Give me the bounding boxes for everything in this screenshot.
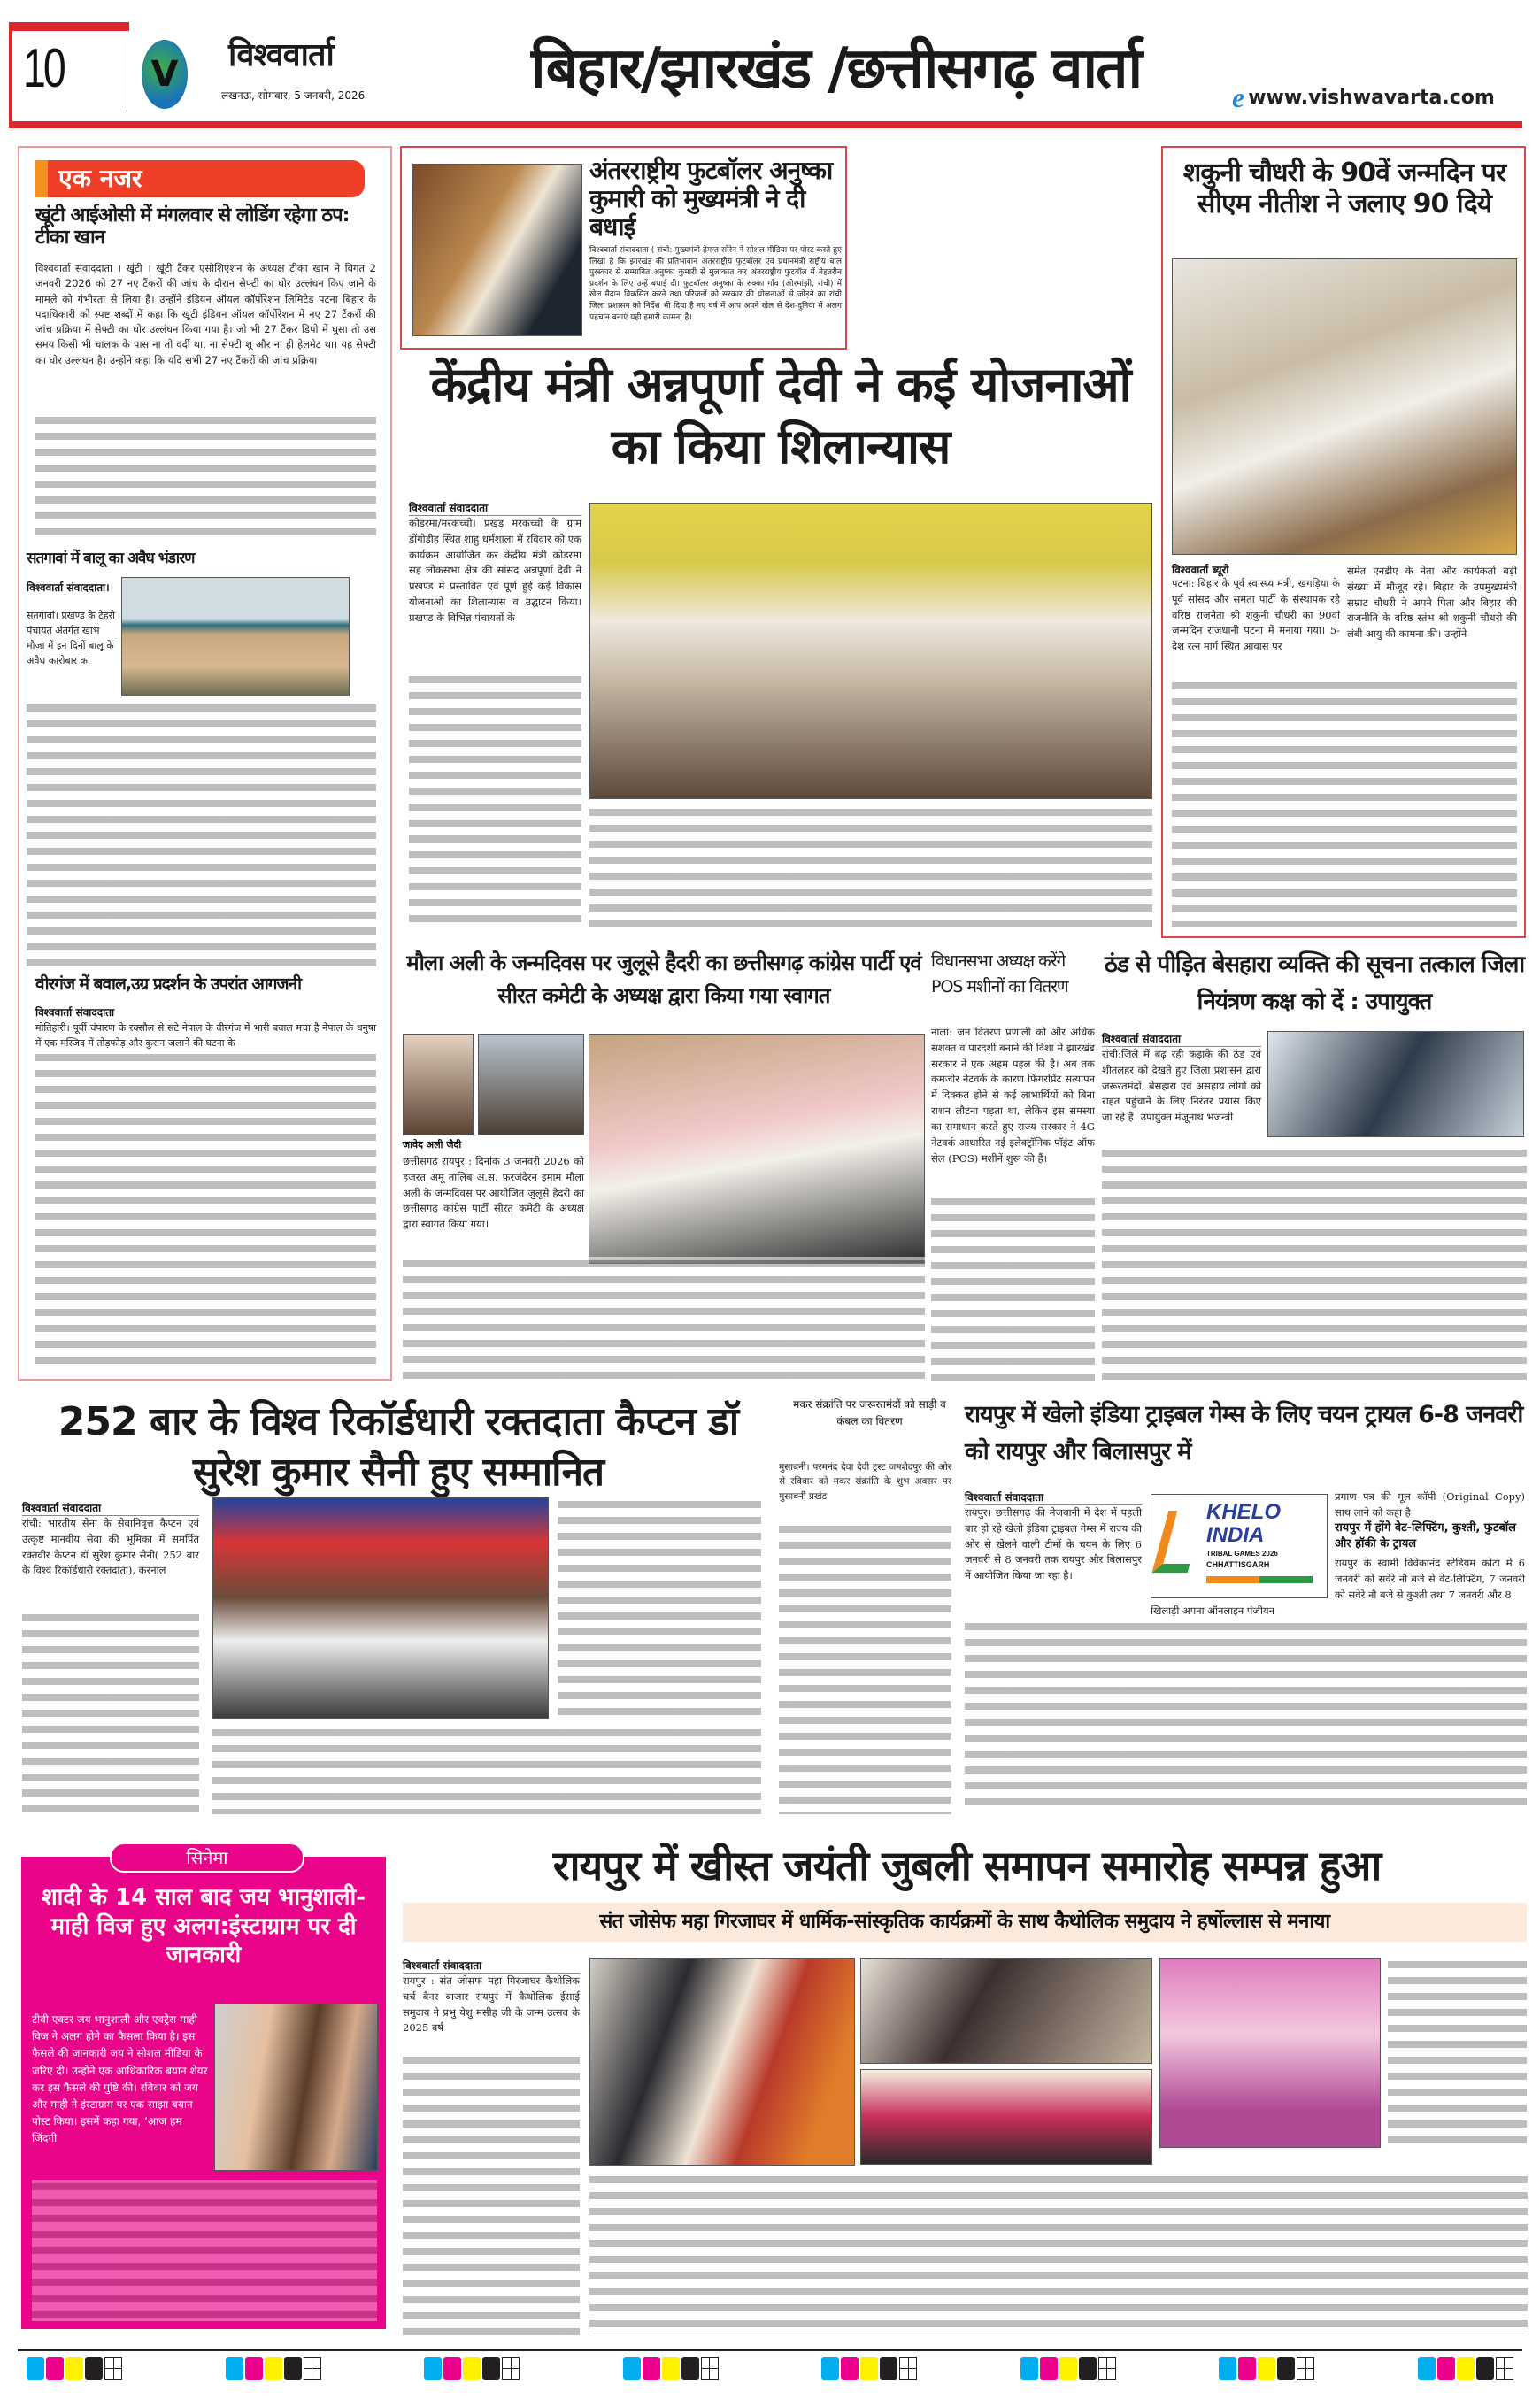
- shakuni-body-col1: पटना: बिहार के पूर्व स्वास्थ्य मंत्री, खगड़िया के पूर्व सांसद और समता पार्टी के संस्थापक रहे वरिष्ठ राजनेता श्री शकुनी चौधरी का 90वां जन्मदिन राजधानी पटना में मनाया गया। 5-देश रत्न मार्ग स्थित आवास पर: [1172, 577, 1340, 653]
- jubilee-subheadline: संत जोसेफ महा गिरजाघर में धार्मिक-सांस्कृतिक कार्यक्रमों के साथ कैथोलिक समुदाय ने हर्षोल्लास से मनाया: [403, 1903, 1527, 1942]
- text-lines: [965, 1620, 1527, 1814]
- pos-body: नाला: जन वितरण प्रणाली को और अधिक सशक्त व पारदर्शी बनाने की दिशा में झारखंड सरकार ने एक अहम पहल की है। अब तक कमजोर नेटवर्क के कारण फिंगरप्रिंट सत्यापन में दिक्कत होने से कई लाभार्थियों को बिना राशन लौटना पड़ता था, लेकिन इस समस्या का समाधान करते हुए राज्य सरकार ने 4G नेटवर्क आधारित नई इलेक्ट्रॉनिक पॉइंट ऑफ सेल (POS) मशीनें शुरू की हैं।: [931, 1026, 1095, 1165]
- saini-photo: [212, 1497, 549, 1719]
- registration-mark-icon: [701, 2357, 719, 2380]
- color-registration-strip: [18, 2357, 1522, 2382]
- browser-e-icon: e: [1232, 81, 1245, 113]
- text-lines: [558, 1497, 761, 1719]
- red-left-rule: [9, 22, 12, 128]
- website-link[interactable]: [1232, 81, 1495, 114]
- bottom-rule: [18, 2349, 1522, 2351]
- red-bottom-rule: [9, 121, 1522, 128]
- sand-headline: सतगावां में बालू का अवैध भंडारण: [27, 550, 195, 567]
- cinema-label: सिनेमा: [110, 1843, 304, 1873]
- text-lines: [409, 673, 581, 929]
- shakuni-body-col2: समेत एनडीए के नेता और कार्यकर्ता बड़ी संख्या में मौजूद रहे। बिहार के उपमुख्यमंत्री सम्राट चौधरी ने अपने पिता और बिहार की राजनीति के वरिष्ठ स्तंभ श्री शकुनी चौधरी की लंबी आयु की कामना की। उन्होंने: [1347, 565, 1517, 641]
- shakuni-headline: शकुनी चौधरी के 90वें जन्मदिन पर सीएम नीतीश ने जलाए 90 दिये: [1182, 158, 1506, 219]
- color-swatch: [85, 2357, 103, 2380]
- logo-tribal-games: TRIBAL GAMES 2026: [1206, 1550, 1278, 1558]
- jubilee-body: रायपुर : संत जोसफ महा गिरजाघर कैथोलिक चर्च बैनर बाजार रायपुर में कैथोलिक ईसाई समुदाय ने प्रभु येशु मसीह जी के जन्म उत्सव के 2025 वर्ष: [403, 1974, 580, 2035]
- khelo-india-logo: [1151, 1494, 1328, 1598]
- color-bar-group: [821, 2357, 917, 2382]
- veerganj-headline: वीरगंज में बवाल,उग्र प्रदर्शन के उपरांत आगजनी: [35, 974, 302, 994]
- ek-nazar-headline: खूंटी आईओसी में मंगलवार से लोडिंग रहेगा ठप: टीका खान: [35, 204, 350, 250]
- anushka-headline: अंतरराष्ट्रीय फुटबॉलर अनुष्का कुमारी को मुख्यमंत्री ने दी बधाई: [589, 156, 833, 242]
- sand-byline: विश्ववार्ता संवाददाता।: [27, 581, 110, 594]
- text-lines: [1102, 1146, 1527, 1381]
- cinema-headline: शादी के 14 साल बाद जय भानुशाली-माही विज हुए अलग:इंस्टाग्राम पर दी जानकारी: [41, 1884, 366, 1968]
- maula-ali-photo-3: [589, 1034, 925, 1264]
- color-swatch: [27, 2357, 44, 2380]
- color-swatch: [284, 2357, 302, 2380]
- color-swatch: [643, 2357, 660, 2380]
- color-swatch: [1238, 2357, 1256, 2380]
- shakuni-box: [1161, 146, 1526, 938]
- color-swatch: [65, 2357, 83, 2380]
- color-bar-group: [27, 2357, 122, 2382]
- shakuni-byline: विश्ववार्ता ब्यूरो: [1172, 564, 1229, 576]
- website-url: www.vishwavarta.com: [1248, 87, 1495, 109]
- color-swatch: [1219, 2357, 1236, 2380]
- color-swatch: [443, 2357, 461, 2380]
- color-bar-group: [1020, 2357, 1116, 2382]
- khelo-subhead: रायपुर में होंगे वेट-लिफ्टिंग, कुश्ती, फुटबॉल और हॉकी के ट्रायल: [1335, 1521, 1516, 1551]
- anushka-photo: [412, 164, 582, 336]
- thand-byline: विश्ववार्ता संवाददाता: [1102, 1031, 1261, 1047]
- color-swatch: [245, 2357, 263, 2380]
- khelo-body-left: रायपुर। छत्तीसगढ़ की मेजबानी में देश में पहली बार हो रहे खेलो इंडिया ट्राइबल गेम्स में राज्य की ओर से खेलने वाली टीमों के चयन के लिए 6 जनवरी से 8 जनवरी तक रायपुर और बिलासपुर में आयोजित किया जा रहा है।: [965, 1506, 1142, 1582]
- text-lines: [32, 2180, 377, 2321]
- jubilee-headline: रायपुर में खीस्त जयंती जुबली समापन समारोह सम्पन्न हुआ: [552, 1842, 1382, 1889]
- maula-ali-photo-2: [478, 1034, 584, 1135]
- pos-headline: विधानसभा अध्यक्ष करेंगे POS मशीनों का वितरण: [931, 951, 1068, 997]
- text-lines: [403, 2053, 580, 2336]
- khelo-body-right-top: प्रमाण पत्र की मूल कॉपी (Original Copy) साथ लाने को कहा है।: [1335, 1490, 1525, 1519]
- jubilee-photo-2: [860, 1958, 1152, 2064]
- logo-khelo: KHELO: [1206, 1500, 1281, 1524]
- registration-mark-icon: [1496, 2357, 1513, 2380]
- red-corner-bar: [9, 22, 129, 31]
- khelo-body-bottom: खिलाड़ी अपना ऑनलाइन पंजीयन: [1151, 1605, 1274, 1617]
- cinema-photo: [214, 2003, 378, 2171]
- annapurna-body: कोडरमा/मरकच्चो। प्रखंड मरकच्चो के ग्राम डोंगोडीह स्थित शाहु धर्मशाला में रविवार को एक कार्यक्रम आयोजित कर केंद्रीय मंत्री कोडरमा सह लोकसभा क्षेत्र की सांसद अन्नपूर्णा देवी ने प्रखण्ड में प्रस्तावित एवं पूर्ण हुई कई विकास योजनाओं का शिलान्यास व उद्घाटन किया। प्रखण्ड के विभिन्न पंचायतों के: [409, 517, 581, 624]
- color-swatch: [1040, 2357, 1058, 2380]
- shakuni-photo: [1172, 258, 1517, 555]
- makar-body: मुसाबनी। परमनंद देवा देवी ट्रस्ट जमशेदपुर की ओर से रविवार को मकर संक्रांति के शुभ अवसर पर मुसाबनी प्रखंड: [779, 1462, 951, 1502]
- color-swatch: [1437, 2357, 1455, 2380]
- text-lines: [1388, 1958, 1527, 2152]
- maula-ali-caption: जावेद अली जैदी: [403, 1139, 462, 1150]
- maula-ali-body: छत्तीसगढ़ रायपुर : दिनांक 3 जनवरी 2026 को हजरत अमू तालिब अ.स. फरजंदेरन इमाम मौला अली के जन्मदिवस पर आयोजित जुलूसे हैदरी का छत्तीसगढ़ कांग्रेस पार्टी सीरत कमेटी के अध्यक्ष द्वारा स्वागत किया गया।: [403, 1155, 584, 1231]
- paper-name: विश्ववार्ता: [228, 37, 334, 73]
- logo-stripe: [1206, 1576, 1313, 1583]
- registration-mark-icon: [1098, 2357, 1116, 2380]
- color-swatch: [1476, 2357, 1494, 2380]
- jubilee-photo-3: [860, 2069, 1152, 2165]
- color-swatch: [1059, 2357, 1077, 2380]
- text-lines: [1172, 679, 1517, 927]
- color-swatch: [226, 2357, 243, 2380]
- khelo-byline: विश्ववार्ता संवाददाता: [965, 1489, 1142, 1505]
- color-swatch: [1020, 2357, 1038, 2380]
- text-lines: [779, 1522, 951, 1814]
- annapurna-photo: [589, 503, 1152, 799]
- color-swatch: [46, 2357, 64, 2380]
- color-swatch: [424, 2357, 442, 2380]
- annapurna-byline: विश्ववार्ता संवाददाता: [409, 500, 581, 516]
- saini-headline: 252 बार के विश्व रिकॉर्डधारी रक्तदाता कैप्टन डॉ सुरेश कुमार सैनी हुए सम्मानित: [58, 1399, 739, 1496]
- section-title: बिहार/झारखंड /छत्तीसगढ़ वार्ता: [531, 36, 1142, 102]
- text-lines: [589, 2173, 1528, 2336]
- masthead: [0, 0, 1540, 135]
- color-swatch: [841, 2357, 859, 2380]
- color-swatch: [1079, 2357, 1097, 2380]
- annapurna-headline: केंद्रीय मंत्री अन्नपूर्णा देवी ने कई योजनाओं का किया शिलान्यास: [430, 357, 1131, 475]
- jubilee-byline: विश्ववार्ता संवाददाता: [403, 1958, 580, 1974]
- ek-nazar-body: विश्ववार्ता संवाददाता । खूंटी । खूंटी टैंकर एसोशिएशन के अध्यक्ष टीका खान ने विगत 2 जनवरी 2026 को 27 नए टैंकरों की जांच के दौरान सेफ्टी का घोर उल्लंघन किए जाने के मामले को गंभीरता से लिया है। उन्होंने इंडियन ऑयल कॉर्पोरेशन लिमिटेड पटना बिहार के पदाधिकारी को स्पष्ट शब्दों में कहा कि खूंटी इंडियन ऑयल कॉर्पोरेशन में नए 27 टैंकरों की जांच प्रक्रिया में सेफ्टी का घोर उल्लंघन किया गया है। जो भी 27 टैंकर डिपो में घुसा तो उस समय किसी भी चालक के पास ना तो वर्दी था, ना सेफ्टी शू और ना ही हेलमेट था। यह सेफ्टी का घोर उल्लंघन है। उन्होंने कहा कि यदि सभी 27 नए टैंकरों की जांच प्रक्रिया: [35, 262, 376, 366]
- color-bar-group: [623, 2357, 719, 2382]
- color-swatch: [1277, 2357, 1295, 2380]
- veerganj-byline: विश्ववार्ता संवाददाता: [35, 1006, 115, 1019]
- jubilee-photo-1: [589, 1958, 855, 2166]
- jubilee-photo-4: [1159, 1958, 1381, 2148]
- color-swatch: [880, 2357, 897, 2380]
- maula-ali-headline: मौला अली के जन्मदिवस पर जुलूसे हैदरी का छत्तीसगढ़ कांग्रेस पार्टी एवं सीरत कमेटी के अध्यक्ष द्वारा किया गया स्वागत: [406, 950, 921, 1009]
- dateline: लखनऊ, सोमवार, 5 जनवरी, 2026: [221, 89, 366, 102]
- saini-body: रांची: भारतीय सेना के सेवानिवृत्त कैप्टन एवं उत्कृष्ट मानवीय सेवा की भूमिका में समर्पित रक्तवीर कैप्टन डॉ सुरेश कुमार सैनी( 252 बार के विश्व रिकॉर्डधारी रक्तदाता), करनाल: [22, 1517, 199, 1577]
- ek-nazar-box: [18, 146, 392, 1381]
- cinema-box: [21, 1847, 386, 2329]
- registration-mark-icon: [899, 2357, 917, 2380]
- color-swatch: [623, 2357, 641, 2380]
- thand-body: रांची:जिले में बढ़ रही कड़ाके की ठंड एवं शीतलहर को देखते हुए जिला प्रशासन द्वारा जरूरतमंदों, बेसहारा एवं असहाय लोगों को राहत पहुंचाने के लिए निरंतर प्रयास किए जा रहे हैं। उपायुक्त मंजूनाथ भजन्त्री: [1102, 1048, 1261, 1124]
- logo-chhattisgarh: CHHATTISGARH: [1206, 1560, 1270, 1569]
- maula-ali-photo-1: [403, 1034, 474, 1135]
- text-lines: [35, 413, 376, 544]
- sand-body: सतगावां। प्रखण्ड के टेहरो पंचायत अंतर्गत खाभ मौजा में इन दिनों बालू के अवैध कारोबार का: [27, 610, 115, 667]
- color-bar-group: [226, 2357, 321, 2382]
- color-swatch: [1418, 2357, 1436, 2380]
- color-swatch: [265, 2357, 282, 2380]
- anushka-box: [400, 146, 847, 350]
- cinema-body: टीवी एक्टर जय भानुशाली और एक्ट्रेस माही विज ने अलग होने का फैसला किया है। इस फैसले की जानकारी जय ने सोशल मीडिया के जरिए दी। उन्होंने एक आधिकारिक बयान शेयर कर इस फैसले की पुष्टि की। रविवार को जय और माही ने इंस्टाग्राम पर एक साझा बयान पोस्ट किया। इसमें कहा गया, ‘आज हम जिंदगी: [32, 2013, 208, 2145]
- ek-nazar-banner: एक नजर: [35, 160, 365, 197]
- thand-photo: [1267, 1031, 1524, 1137]
- color-bar-group: [1219, 2357, 1314, 2382]
- khelo-body-right: रायपुर के स्वामी विवेकानंद स्टेडियम कोटा में 6 जनवरी को सवेरे नौ बजे से वेट-लिफ्टिंग, 7 जनवरी को सवेरे नौ बजे से कुश्ती तथा 7 जनवरी और 8: [1335, 1557, 1525, 1601]
- color-bar-group: [1418, 2357, 1513, 2382]
- registration-mark-icon: [502, 2357, 520, 2380]
- color-swatch: [860, 2357, 878, 2380]
- color-swatch: [1457, 2357, 1475, 2380]
- text-lines: [22, 1611, 199, 1814]
- veerganj-body: मोतिहारी। पूर्वी चंपारण के रक्सौल से सटे नेपाल के वीरगंज में भारी बवाल मचा है नेपाल के धनुषा में एक मस्जिद में तोड़फोड़ और कुरान जलाने की घटना के: [35, 1022, 376, 1050]
- text-lines: [35, 1050, 376, 1369]
- color-bar-group: [424, 2357, 520, 2382]
- khelo-headline: रायपुर में खेलो इंडिया ट्राइबल गेम्स के लिए चयन ट्रायल 6-8 जनवरी को रायपुर और बिलासपुर में: [965, 1401, 1523, 1466]
- color-swatch: [463, 2357, 481, 2380]
- thand-headline: ठंड से पीड़ित बेसहारा व्यक्ति की सूचना तत्काल जिला नियंत्रण कक्ष को दें : उपायुक्त: [1104, 951, 1525, 1015]
- logo-india: INDIA: [1206, 1523, 1265, 1547]
- page-number: 10: [23, 38, 64, 99]
- color-swatch: [1258, 2357, 1275, 2380]
- text-lines: [27, 701, 376, 966]
- registration-mark-icon: [1297, 2357, 1314, 2380]
- text-lines: [589, 805, 1152, 929]
- makar-headline: मकर संक्रांति पर जरूरतमंदों को साड़ी व कंबल का वितरण: [793, 1398, 946, 1428]
- color-swatch: [662, 2357, 680, 2380]
- text-lines: [212, 1726, 761, 1814]
- runner-icon: [1152, 1511, 1205, 1573]
- sand-photo: [121, 577, 350, 696]
- anushka-body: विश्ववार्ता संवाददाता ( रांची: मुख्यमंत्री हेमन्त सोरेन ने सोशल मीडिया पर पोस्ट करते हुए लिखा है कि झारखंड की प्रतिभावान अंतरराष्ट्रीय फुटबॉलर एवं प्रधानमंत्री राष्ट्रीय बाल पुरस्कार से सम्मानित अनुष्का कुमारी से मुलाकात कर अंतरराष्ट्रीय फुटबॉल में बेहतरीन प्रदर्शन के लिए उन्हें बधाई दी। फुटबॉलर अनुष्का के रुक्का गाँव (ओरमांझी, रांची) में खेल मैदान विकसित करने तथा परिजनों को सरकार की योजनाओं से जोड़ने का रांची जिला प्रशासन को निर्देश भी दिया है नए वर्ष में आप अपने खेल से देश-दुनिया में अलग पहचान बनाएं यही हमारी कामना है।: [589, 246, 842, 322]
- color-swatch: [681, 2357, 699, 2380]
- registration-mark-icon: [104, 2357, 122, 2380]
- color-swatch: [482, 2357, 500, 2380]
- text-lines: [403, 1257, 925, 1381]
- registration-mark-icon: [304, 2357, 321, 2380]
- text-lines: [931, 1195, 1095, 1381]
- saini-byline: विश्ववार्ता संवाददाता: [22, 1500, 199, 1516]
- color-swatch: [821, 2357, 839, 2380]
- paper-logo-icon: V: [142, 40, 188, 109]
